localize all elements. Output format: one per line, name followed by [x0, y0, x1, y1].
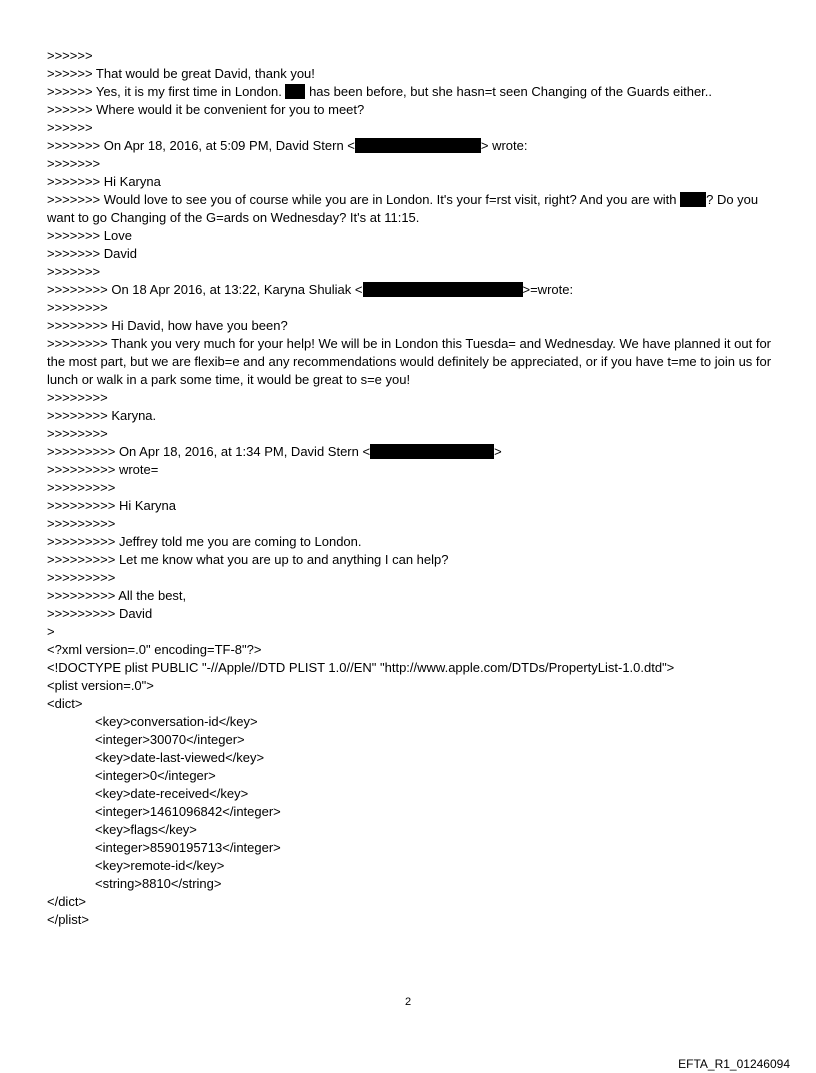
plist-key: <key>remote-id</key>	[95, 858, 225, 873]
text-line: >>>>>> Where would it be convenient for you to meet?	[47, 102, 365, 117]
plist-open-tag: <plist version=.0">	[47, 678, 154, 693]
plist-key: <key>date-last-viewed</key>	[95, 750, 265, 765]
text-line: >>>>>>>>	[47, 426, 108, 441]
doctype-line: <!DOCTYPE plist PUBLIC "-//Apple//DTD PLIST 1.0//EN" "http://www.apple.com/DTDs/PropertyList-1.0.dtd">	[47, 660, 675, 675]
text-line	[47, 281, 777, 299]
line-text: >=wrote:	[522, 282, 574, 297]
text-line: >>>>>> That would be great David, thank you!	[47, 66, 315, 81]
plist-value: <integer>30070</integer>	[95, 732, 245, 747]
redaction-box	[680, 192, 706, 207]
line-text: >>>>>>>> On 18 Apr 2016, at 13:22, Karyna Shuliak <	[47, 282, 363, 297]
redaction-box	[355, 138, 481, 153]
text-line: >	[47, 624, 55, 639]
plist-block	[47, 641, 777, 929]
text-line: >>>>>>>>	[47, 390, 108, 405]
email-body	[47, 47, 777, 641]
text-line: >>>>>>>>> wrote=	[47, 462, 159, 477]
text-line: >>>>>>>> Hi David, how have you been?	[47, 318, 288, 333]
line-text: >>>>>>> Would love to see you of course while you are in London. It's your f=rst visit, right? And you are with	[47, 192, 681, 207]
text-line: >>>>>>>>	[47, 300, 108, 315]
text-line	[47, 191, 777, 227]
text-line: >>>>>>>>> Jeffrey told me you are coming to London.	[47, 534, 362, 549]
line-text: >>>>>>>>> On Apr 18, 2016, at 1:34 PM, David Stern <	[47, 444, 371, 459]
text-line: >>>>>>>>>	[47, 570, 116, 585]
line-text: > wrote:	[480, 138, 528, 153]
line-text: >	[494, 444, 502, 459]
redaction-box	[363, 282, 523, 297]
text-line: >>>>>>	[47, 48, 93, 63]
text-line: >>>>>>>>>	[47, 480, 116, 495]
plist-key: <key>date-received</key>	[95, 786, 249, 801]
text-line	[47, 443, 777, 461]
text-line: >>>>>>>	[47, 156, 101, 171]
text-line: >>>>>>> Love	[47, 228, 132, 243]
plist-value: <integer>0</integer>	[95, 768, 216, 783]
text-line: >>>>>>>>>	[47, 516, 116, 531]
text-line: >>>>>>>>> Hi Karyna	[47, 498, 177, 513]
text-line: >>>>>>>>> All the best,	[47, 588, 187, 603]
xml-declaration: <?xml version=.0" encoding=TF-8"?>	[47, 642, 262, 657]
page-number: 2	[404, 996, 412, 1008]
text-line: >>>>>>>> Thank you very much for your help! We will be in London this Tuesda= and Wednesday. We have planned it out for the most part, but we are flexib=e and any recommendations would definitely be appreciated, or if you have t=me to join us for lunch or walk in a park some time, it would be great to s=e you!	[47, 336, 772, 387]
redaction-box	[370, 444, 494, 459]
text-line: >>>>>>>> Karyna.	[47, 408, 157, 423]
line-text: >>>>>>> On Apr 18, 2016, at 5:09 PM, David Stern <	[47, 138, 355, 153]
dict-close-tag: </dict>	[47, 894, 87, 909]
line-text: >>>>>> Yes, it is my first time in London.	[47, 84, 286, 99]
plist-value: <integer>8590195713</integer>	[95, 840, 281, 855]
line-text: has been before, but she hasn=t seen Changing of the Guards either..	[305, 84, 713, 99]
bates-number: EFTA_R1_01246094	[678, 1057, 790, 1071]
dict-open-tag: <dict>	[47, 696, 83, 711]
text-line	[47, 83, 777, 101]
plist-key: <key>flags</key>	[95, 822, 197, 837]
text-line: >>>>>>>>> David	[47, 606, 153, 621]
email-document	[47, 47, 777, 929]
plist-value: <string>8810</string>	[95, 876, 222, 891]
redaction-box	[285, 84, 305, 99]
line-text: ? Do you want to go Changing of the G=ards on Wednesday? It's at 11:15.	[47, 192, 759, 225]
text-line: >>>>>>>>> Let me know what you are up to and anything I can help?	[47, 552, 449, 567]
text-line: >>>>>>>	[47, 264, 101, 279]
text-line: >>>>>>> David	[47, 246, 137, 261]
text-line: >>>>>>	[47, 120, 93, 135]
text-line	[47, 137, 777, 155]
plist-key: <key>conversation-id</key>	[95, 714, 258, 729]
plist-close-tag: </plist>	[47, 912, 89, 927]
text-line: >>>>>>> Hi Karyna	[47, 174, 161, 189]
plist-value: <integer>1461096842</integer>	[95, 804, 281, 819]
